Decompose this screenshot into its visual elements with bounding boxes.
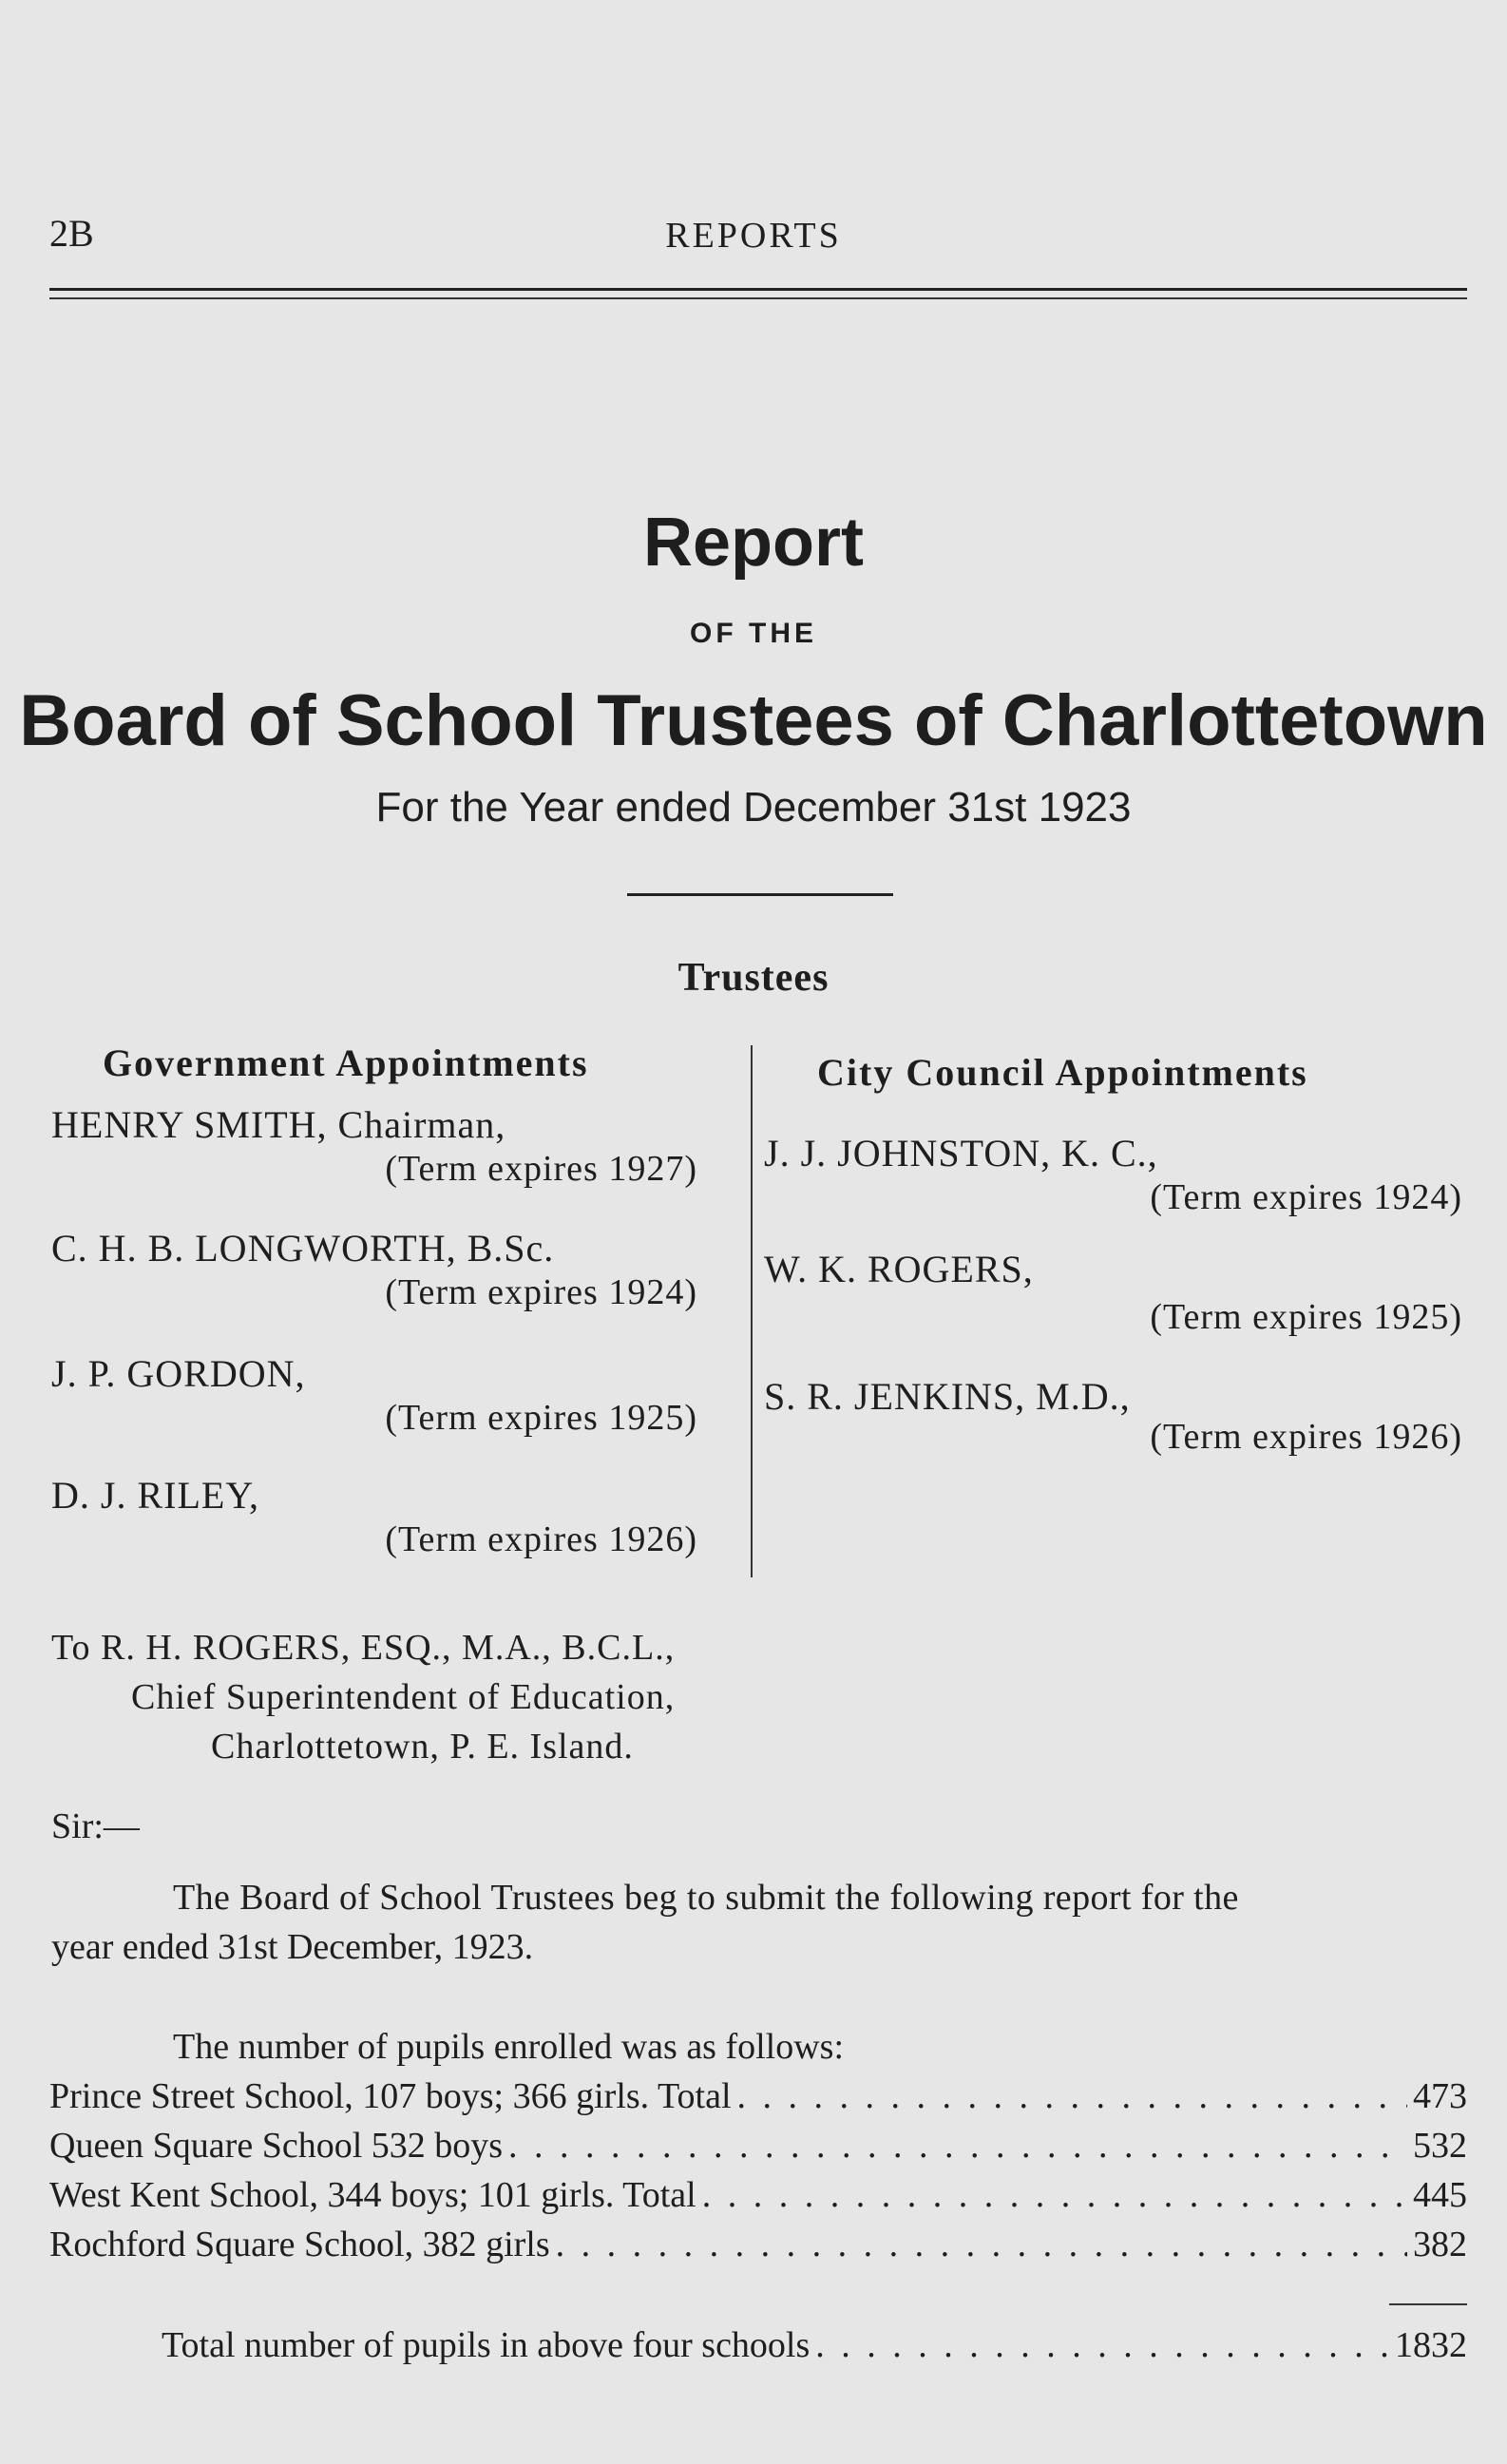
page-number: 2B xyxy=(49,212,94,255)
leader-dots xyxy=(815,2324,1389,2366)
city-member-name: S. R. JENKINS, M.D., xyxy=(764,1375,1131,1418)
school-enrollment-label: Prince Street School, 107 boys; 366 girls. Total xyxy=(49,2076,732,2116)
city-member-term: (Term expires 1926) xyxy=(1150,1417,1462,1457)
city-member-name: W. K. ROGERS, xyxy=(764,1248,1034,1290)
city-member-term: (Term expires 1925) xyxy=(1150,1297,1462,1337)
leader-dots xyxy=(702,2174,1407,2216)
enrollment-total-value: 1832 xyxy=(1395,2325,1467,2365)
trustees-heading: Trustees xyxy=(677,956,830,1000)
leader-dots xyxy=(556,2224,1407,2265)
header-rule-secondary xyxy=(49,297,1467,299)
enrollment-row xyxy=(49,2075,1467,2123)
government-member-name: C. H. B. LONGWORTH, B.Sc. xyxy=(51,1227,555,1270)
school-enrollment-value: 382 xyxy=(1413,2225,1467,2264)
intro-paragraph-line: year ended 31st December, 1923. xyxy=(51,1927,534,1967)
school-enrollment-label: West Kent School, 344 boys; 101 girls. Total xyxy=(49,2175,696,2215)
enrollment-row xyxy=(49,2174,1467,2222)
report-subtitle-of-the: OF THE xyxy=(690,618,817,649)
report-title: Report xyxy=(643,505,864,581)
salutation: Sir:— xyxy=(51,1806,140,1846)
total-rule xyxy=(1389,2303,1467,2305)
school-enrollment-label: Rochford Square School, 382 girls xyxy=(49,2225,550,2264)
leader-dots xyxy=(508,2125,1407,2167)
title-divider xyxy=(627,893,893,896)
government-member-term: (Term expires 1925) xyxy=(385,1398,697,1438)
school-enrollment-value: 532 xyxy=(1413,2126,1467,2166)
report-board-title: Board of School Trustees of Charlottetown xyxy=(19,680,1488,761)
enrollment-row xyxy=(49,2125,1467,2172)
enrollment-row xyxy=(49,2224,1467,2271)
government-appointments-heading: Government Appointments xyxy=(103,1041,589,1084)
government-member-name: J. P. GORDON, xyxy=(51,1352,306,1395)
report-year-line: For the Year ended December 31st 1923 xyxy=(375,784,1132,831)
running-title: REPORTS xyxy=(665,216,842,256)
city-council-appointments-heading: City Council Appointments xyxy=(817,1051,1308,1094)
intro-paragraph-line: The Board of School Trustees beg to submit the following report for the xyxy=(173,1878,1239,1918)
enrollment-total-row xyxy=(162,2324,1467,2372)
school-enrollment-value: 473 xyxy=(1413,2076,1467,2116)
government-member-term: (Term expires 1927) xyxy=(385,1149,697,1189)
column-divider xyxy=(751,1045,753,1577)
school-enrollment-value: 445 xyxy=(1413,2175,1467,2215)
government-member-name: HENRY SMITH, Chairman, xyxy=(51,1103,506,1146)
city-member-term: (Term expires 1924) xyxy=(1150,1177,1462,1217)
leader-dots xyxy=(737,2075,1407,2117)
enrollment-total-label: Total number of pupils in above four schools xyxy=(162,2325,811,2365)
address-title: Chief Superintendent of Education, xyxy=(131,1677,676,1717)
address-recipient: To R. H. ROGERS, ESQ., M.A., B.C.L., xyxy=(51,1628,676,1668)
header-rule xyxy=(49,288,1467,291)
address-location: Charlottetown, P. E. Island. xyxy=(211,1727,634,1767)
government-member-name: D. J. RILEY, xyxy=(51,1474,260,1517)
government-member-term: (Term expires 1924) xyxy=(385,1272,697,1312)
government-member-term: (Term expires 1926) xyxy=(385,1519,697,1559)
city-member-name: J. J. JOHNSTON, K. C., xyxy=(764,1132,1158,1175)
school-enrollment-label: Queen Square School 532 boys xyxy=(49,2126,504,2166)
enrollment-intro: The number of pupils enrolled was as follows: xyxy=(173,2027,845,2067)
